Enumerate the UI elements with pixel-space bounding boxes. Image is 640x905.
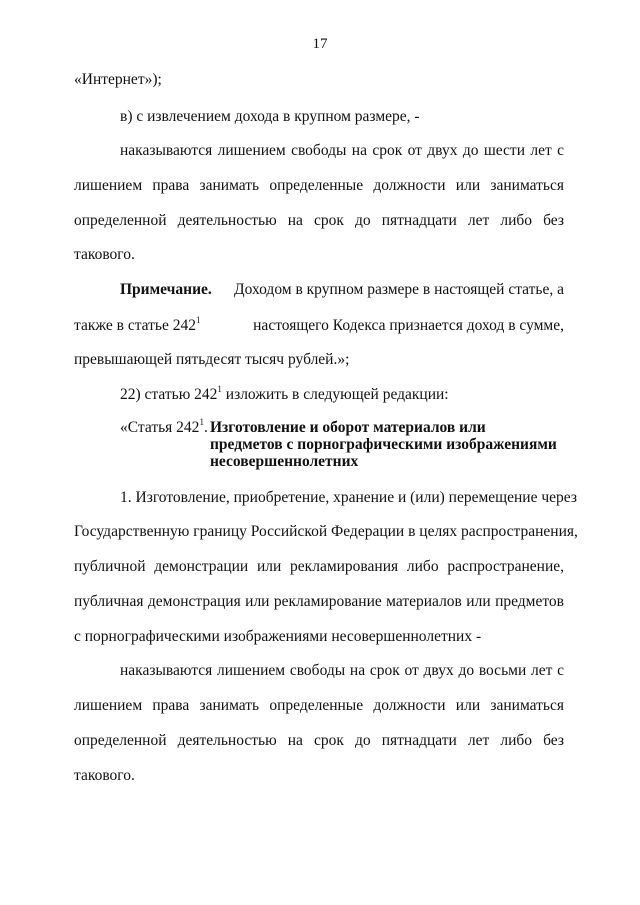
article-title: предметов с порнографическими изображениями — [210, 436, 557, 453]
text-line: наказываются лишением свободы на срок от двух до восьми лет с — [120, 662, 564, 679]
note-line: превышающей пятьдесят тысяч рублей.»; — [74, 351, 350, 368]
note-line — [120, 280, 564, 300]
text-line: Государственную границу Российской Федерации в целях распространения, — [74, 523, 578, 540]
article-title: Изготовление и оборот материалов или — [210, 419, 486, 436]
article-title: несовершеннолетних — [210, 453, 359, 470]
note-text: настоящего Кодекса признается доход в сумме, — [253, 317, 564, 334]
superscript: 1 — [217, 384, 222, 394]
text-line: определенной деятельностью на срок до пятнадцати лет либо без — [74, 732, 564, 749]
superscript: 1 — [199, 417, 204, 427]
article-prefix: «Статья $242^1$. — [120, 417, 208, 436]
text-line: такового. — [74, 246, 135, 263]
note-text: также в статье $242^1$ — [74, 315, 201, 334]
text-line: «Интернет»); — [74, 71, 162, 88]
text-line: лишением права занимать определенные должности или заниматься — [74, 177, 564, 194]
text-line: публичная демонстрация или рекламирование материалов или предметов — [74, 593, 564, 610]
text-line: лишением права занимать определенные должности или заниматься — [74, 697, 564, 714]
page-number: 17 — [312, 36, 328, 52]
text-line: такового. — [74, 767, 135, 784]
superscript: 1 — [196, 315, 201, 325]
note-label: Примечание. — [120, 281, 212, 298]
text-line: публичной демонстрации или рекламирования либо распространение, — [74, 558, 564, 575]
item-22: 22) статью $242^1$ изложить в следующей редакции: — [120, 384, 449, 403]
note-line — [74, 316, 564, 336]
text-line: 1. Изготовление, приобретение, хранение и (или) перемещение через — [120, 489, 577, 506]
text-line: определенной деятельностью на срок до пятнадцати лет либо без — [74, 212, 564, 229]
text-line: наказываются лишением свободы на срок от двух до шести лет с — [120, 142, 564, 159]
text-line: с порнографическими изображениями несовершеннолетних - — [74, 628, 482, 645]
note-text: Доходом в крупном размере в настоящей статье, а — [234, 281, 564, 298]
text-line: в) с извлечением дохода в крупном размере, - — [120, 108, 420, 125]
